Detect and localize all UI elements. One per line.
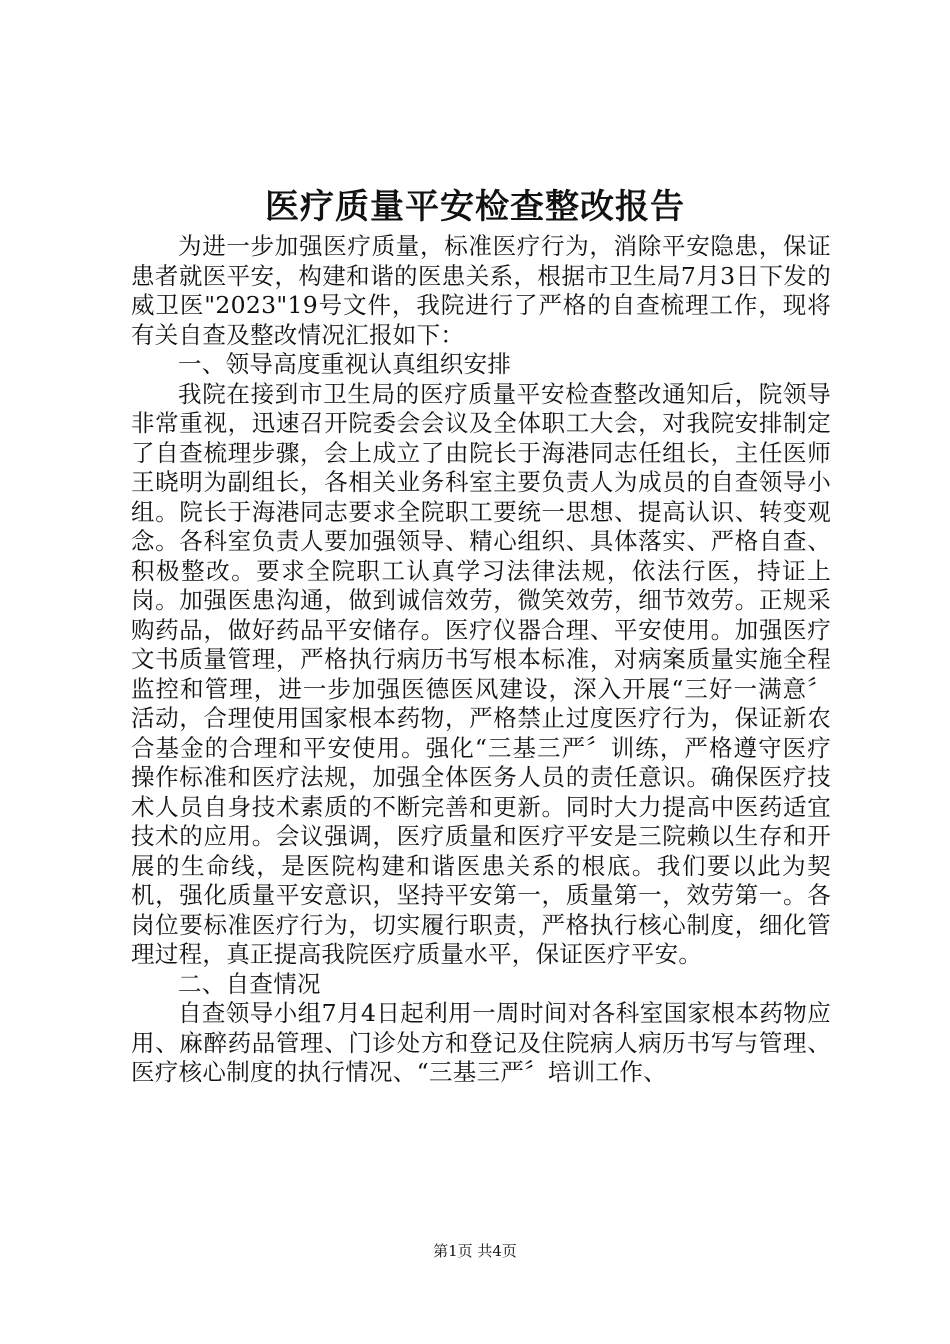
section-2-paragraph: 自查领导小组7月4日起利用一周时间对各科室国家根本药物应用、麻醉药品管理、门诊处方和登记及住院病人病历书写与管理、医疗核心制度的执行情况、“三基三严〞培训工作、 — [131, 999, 831, 1086]
document-body — [131, 232, 831, 1088]
section-heading-2: 二、自查情况 — [178, 969, 321, 998]
section-heading-1: 一、领导高度重视认真组织安排 — [178, 350, 512, 378]
document-title: 医疗质量平安检查整改报告 — [265, 187, 685, 227]
section-1-paragraph: 我院在接到市卫生局的医疗质量平安检查整改通知后，院领导非常重视，迅速召开院委会会议及全体职工大会，对我院安排制定了自查梳理步骤，会上成立了由院长于海港同志任组长，主任医师王晓明为副组长，各相关业务科室主要负责人为成员的自查领导小组。院长于海港同志要求全院职工要统一思想、提高认识、转变观念。各科室负责人要加强领导、精心组织、具体落实、严格自查、积极整改。要求全院职工认真学习法律法规，依法行医，持证上岗。加强医患沟通，做到诚信效劳，微笑效劳，细节效劳。正规采购药品，做好药品平安储存。医疗仪器合理、平安使用。加强医疗文书质量管理，严格执行病历书写根本标准，对病案质量实施全程监控和管理，进一步加强医德医风建设，深入开展“三好一满意〞活动，合理使用国家根本药物，严格禁止过度医疗行为，保证新农合基金的合理和平安使用。强化“三基三严〞训练，严格遵守医疗操作标准和医疗法规，加强全体医务人员的责任意识。确保医疗技术人员自身技术素质的不断完善和更新。同时大力提高中医药适宜技术的应用。会议强调，医疗质量和医疗平安是三院赖以生存和开展的生命线，是医院构建和谐医患关系的根底。我们要以此为契机，强化质量平安意识，坚持平安第一，质量第一，效劳第一。各岗位要标准医疗行为，切实履行职责，严格执行核心制度，细化管理过程，真正提高我院医疗质量水平，保证医疗平安。 — [131, 379, 831, 968]
intro-paragraph: 为进一步加强医疗质量，标准医疗行为，消除平安隐患，保证患者就医平安，构建和谐的医患关系，根据市卫生局7月3日下发的威卫医"2023"19号文件，我院进行了严格的自查梳理工作，现将有关自查及整改情况汇报如下： — [131, 232, 831, 349]
page-footer: 第1页 共4页 — [433, 1242, 517, 1260]
